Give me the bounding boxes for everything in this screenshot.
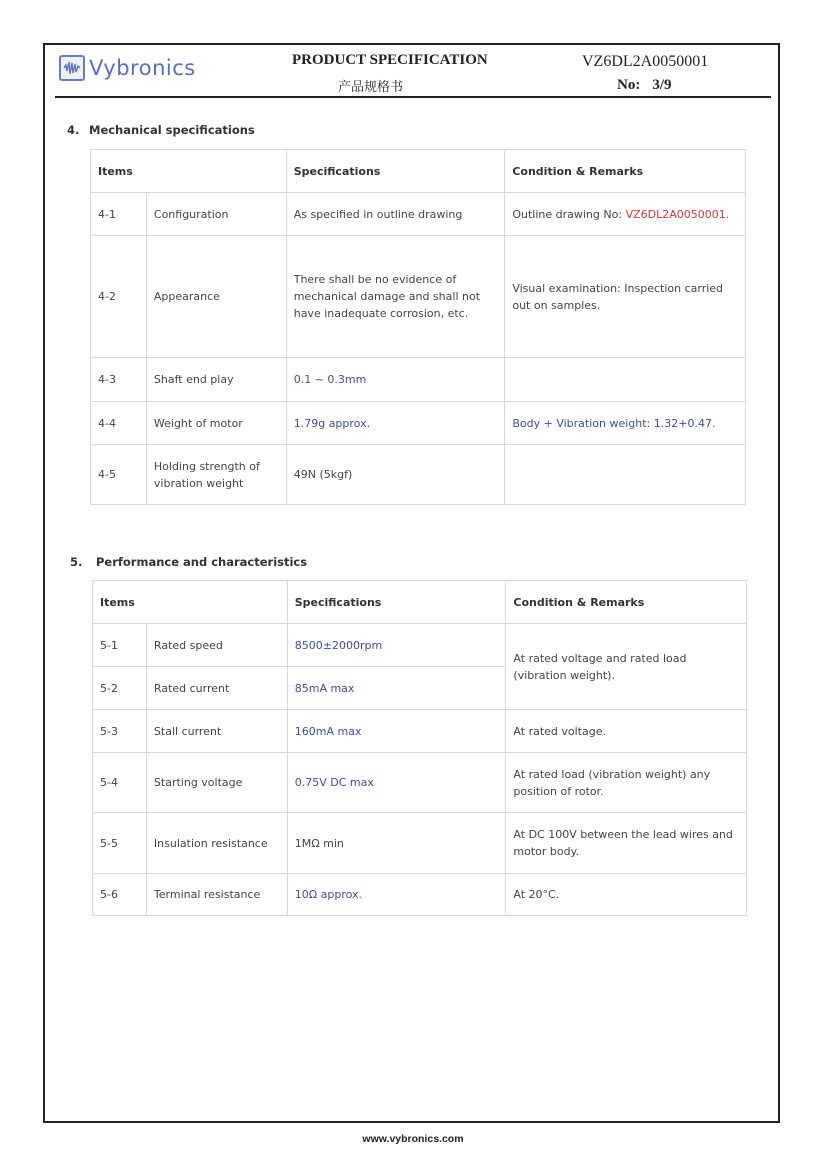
performance-spec-table xyxy=(92,580,747,916)
outline-drawing-number: VZ6DL2A0050001. xyxy=(625,207,730,221)
section-4-heading: 4. Mechanical specifications xyxy=(67,123,255,137)
table-row: 4-5 Holding strength of vibration weight 49N (5kgf) xyxy=(91,445,746,505)
page-label: No: xyxy=(617,77,641,93)
table-row: 5-2 Rated current 85mA max xyxy=(93,667,747,710)
page-number xyxy=(617,77,672,94)
document-number: VZ6DL2A0050001 xyxy=(582,53,709,70)
waveform-icon xyxy=(59,55,85,81)
page-value: 3/9 xyxy=(652,77,672,93)
mechanical-spec-table xyxy=(90,149,746,505)
table-row: 5-1 Rated speed 8500±2000rpm At rated voltage and rated load (vibration weight). xyxy=(93,624,747,667)
company-logo xyxy=(59,55,196,81)
table-row: 5-5 Insulation resistance 1MΩ min At DC 100V between the lead wires and motor body. xyxy=(93,813,747,874)
document-title: PRODUCT SPECIFICATION xyxy=(292,52,488,68)
table-row: 5-6 Terminal resistance 10Ω approx. At 20°C. xyxy=(93,874,747,916)
table-row: 5-3 Stall current 160mA max At rated voltage. xyxy=(93,710,747,753)
table-row: 4-3 Shaft end play 0.1 ~ 0.3mm xyxy=(91,358,746,402)
table-row: 5-4 Starting voltage 0.75V DC max At rated load (vibration weight) any position of rotor. xyxy=(93,753,747,813)
table-row: 4-4 Weight of motor 1.79g approx. Body + Vibration weight: 1.32+0.47. xyxy=(91,402,746,445)
section-5-heading: 5. Performance and characteristics xyxy=(70,555,308,569)
table-header-row: Items Specifications Condition & Remarks xyxy=(93,581,747,624)
header-divider xyxy=(55,96,771,98)
logo-text: Vybronics xyxy=(89,56,196,80)
document-title-cn: 产品规格书 xyxy=(338,80,404,95)
table-row: 4-1 Configuration As specified in outline drawing Outline drawing No: VZ6DL2A0050001. xyxy=(91,193,746,236)
table-row: 4-2 Appearance There shall be no evidence of mechanical damage and shall not have inadequate corrosion, etc. Visual examination: Inspection carried out on samples. xyxy=(91,236,746,358)
footer-website[interactable]: www.vybronics.com xyxy=(362,1133,464,1145)
table-header-row: Items Specifications Condition & Remarks xyxy=(91,150,746,193)
